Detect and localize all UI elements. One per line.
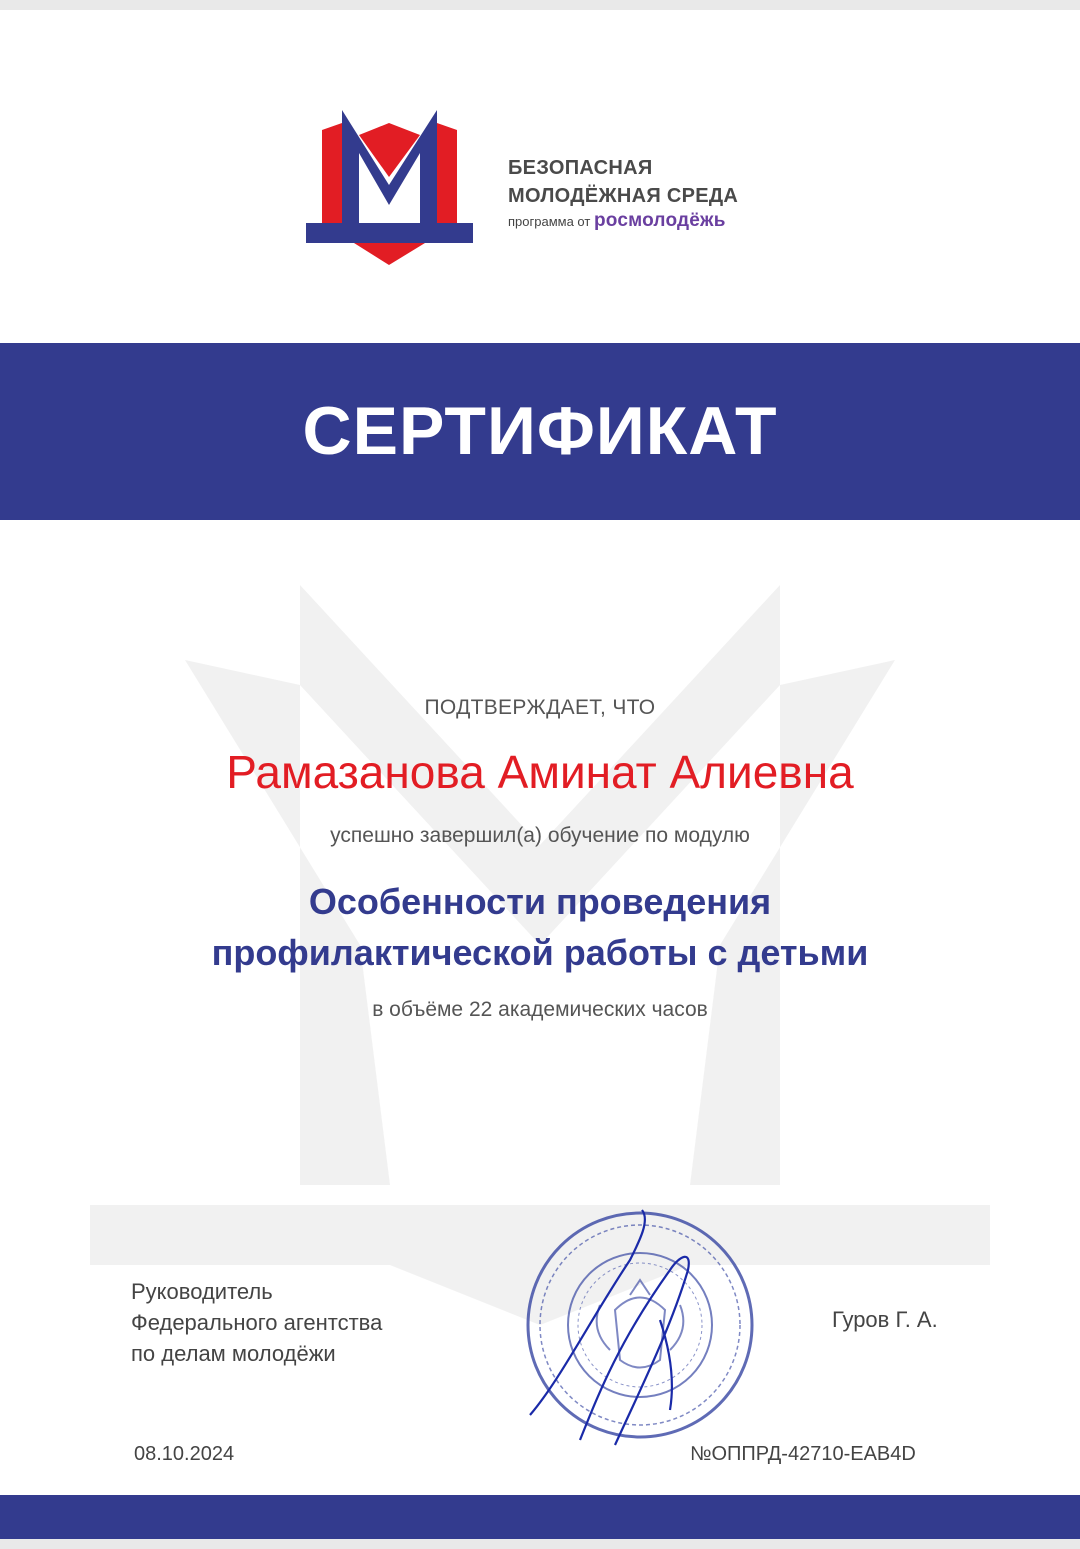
- signer-name: Гуров Г. А.: [832, 1307, 938, 1332]
- brand-sub-org: росмолодёжь: [593, 210, 726, 231]
- brand-line-2: МОЛОДЁЖНАЯ СРЕДА: [508, 185, 739, 207]
- hours-text: в объёме 22 академических часов: [372, 998, 708, 1021]
- module-title: [0, 876, 1080, 978]
- issue-date: 08.10.2024: [134, 1443, 235, 1465]
- brand-block: [508, 154, 738, 233]
- title-band: [0, 343, 1080, 520]
- confirms-text: ПОДТВЕРЖДАЕТ, ЧТО: [424, 696, 656, 719]
- signer-position-line-3: по делам молодёжи: [131, 1341, 336, 1366]
- certificate-page: [0, 10, 1080, 1539]
- bottom-band: [0, 1495, 1080, 1539]
- certificate-number: №ОППРД-42710-EAB4D: [690, 1443, 916, 1465]
- module-title-line-2: профилактической работы с детьми: [211, 932, 869, 973]
- brand-subline: [508, 210, 738, 233]
- completed-text: успешно завершил(а) обучение по модулю: [330, 824, 750, 847]
- brand-line-1: БЕЗОПАСНАЯ: [508, 157, 653, 179]
- signer-position-line-2: Федерального агентства: [131, 1310, 383, 1335]
- official-stamp-signature: [520, 1200, 760, 1460]
- signer-position: [131, 1276, 382, 1369]
- signer-position-line-1: Руководитель: [131, 1279, 273, 1304]
- brand-sub-prefix: программа от: [508, 214, 591, 229]
- logo-icon: [302, 105, 477, 270]
- module-title-line-1: Особенности проведения: [308, 881, 772, 922]
- recipient-name: Рамазанова Аминат Алиевна: [226, 746, 854, 798]
- certificate-title: СЕРТИФИКАТ: [302, 393, 778, 469]
